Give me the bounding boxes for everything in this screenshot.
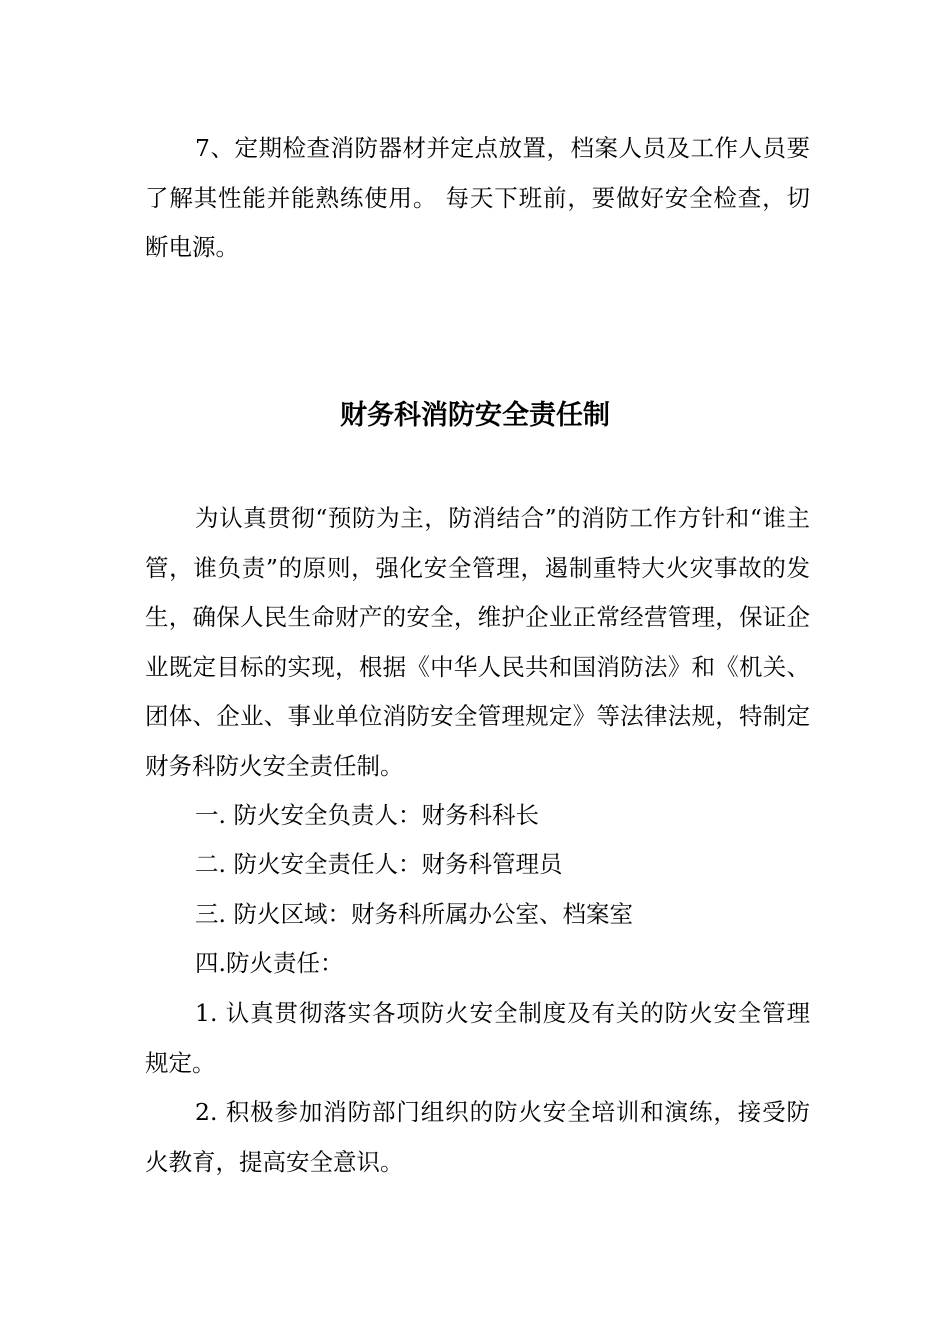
intro-item-7: 7、定期检查消防器材并定点放置，档案人员及工作人员要了解其性能并能熟练使用。 每天下班前，要做好安全检查，切断电源。 — [145, 134, 810, 261]
preamble-paragraph: 为认真贯彻“预防为主，防消结合”的消防工作方针和“谁主管，谁负责”的原则，强化安全管理，遏制重特大火灾事故的发生，确保人民生命财产的安全，维护企业正常经营管理，保证企业既定目标的实现，根据《中华人民共和国消防法》和《机关、团体、企业、事业单位消防安全管理规定》等法律法规，特制定财务科防火安全责任制。 — [145, 504, 810, 780]
section-fire-duties: 四.防火责任： — [195, 949, 344, 977]
section-fire-safety-head: 一. 防火安全负责人：财务科科长 — [195, 801, 539, 829]
duty-item-2: 2. 积极参加消防部门组织的防火安全培训和演练，接受防火教育，提高安全意识。 — [145, 1098, 810, 1176]
duty-item-1: 1. 认真贯彻落实各项防火安全制度及有关的防火安全管理规定。 — [145, 999, 810, 1077]
section-fire-safety-responsible: 二. 防火安全责任人：财务科管理员 — [195, 850, 563, 878]
page-title: 财务科消防安全责任制 — [340, 400, 610, 431]
section-fire-zone: 三. 防火区域：财务科所属办公室、档案室 — [195, 900, 633, 928]
